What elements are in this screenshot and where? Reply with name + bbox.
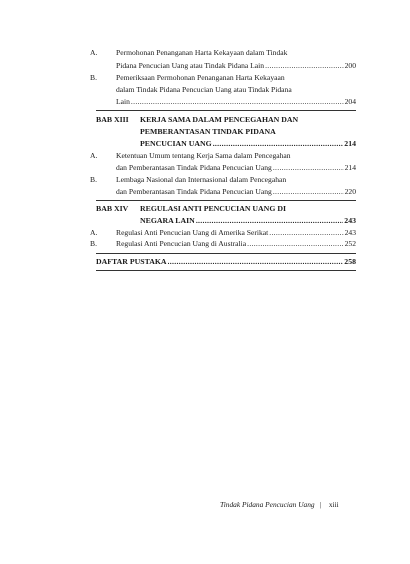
footer-book-title: Tindak Pidana Pencucian Uang: [220, 500, 315, 509]
page-number: 214: [344, 163, 356, 172]
footer-separator: |: [319, 500, 321, 509]
entry-title-line: dalam Tindak Pidana Pencucian Uang atau Tindak Pidana: [116, 85, 292, 94]
entry-title-line: dan Pemberantasan Tindak Pidana Pencucian Uang: [116, 163, 272, 172]
entry-letter: B.: [90, 175, 97, 184]
page-number: 258: [344, 257, 356, 266]
entry-title-line: Pemeriksaan Permohonan Penanganan Harta Kekayaan: [116, 73, 285, 82]
chapter-title-line: NEGARA LAIN: [140, 216, 195, 225]
section-divider: [96, 253, 356, 254]
section-divider: [96, 110, 356, 111]
dot-leader: [265, 61, 344, 71]
toc-entry-14b[interactable]: [116, 239, 356, 249]
page-number: 220: [344, 187, 356, 196]
entry-title-line: Ketentuan Umum tentang Kerja Sama dalam Pencegahan: [116, 151, 291, 160]
page-number: 204: [344, 97, 356, 106]
dot-leader: [131, 97, 344, 107]
toc-chapter-14[interactable]: [140, 216, 356, 226]
entry-title-line: Lain: [116, 97, 130, 106]
entry-title-line: dan Pemberantasan Tindak Pidana Pencucian Uang: [116, 187, 272, 196]
chapter-title-line: PEMBERANTASAN TINDAK PIDANA: [140, 127, 276, 136]
dot-leader: [213, 139, 344, 149]
toc-daftar-pustaka[interactable]: [96, 257, 356, 267]
toc-entry-13b[interactable]: [116, 187, 356, 197]
bibliography-label: DAFTAR PUSTAKA: [96, 257, 167, 266]
footer-page-number: xiii: [328, 500, 339, 509]
dot-leader: [273, 187, 344, 197]
entry-letter: B.: [90, 239, 97, 248]
dot-leader: [196, 216, 343, 226]
chapter-title-line: PENCUCIAN UANG: [140, 139, 212, 148]
entry-title-line: Lembaga Nasional dan Internasional dalam Pencegahan: [116, 175, 287, 184]
dot-leader: [168, 257, 344, 267]
page-footer: [220, 500, 339, 510]
page-number: 243: [344, 228, 356, 237]
toc-entry-14a[interactable]: [116, 228, 356, 238]
page-number: 252: [344, 239, 356, 248]
entry-letter: A.: [90, 228, 98, 237]
section-divider: [96, 200, 356, 201]
section-divider: [96, 270, 356, 271]
entry-letter: A.: [90, 48, 98, 57]
entry-letter: A.: [90, 151, 98, 160]
toc-entry-13a[interactable]: [116, 163, 356, 173]
toc-chapter-13[interactable]: [140, 139, 356, 149]
entry-title-line: Regulasi Anti Pencucian Uang di Australia: [116, 239, 247, 248]
dot-leader: [273, 163, 344, 173]
entry-title-line: Regulasi Anti Pencucian Uang di Amerika Serikat: [116, 228, 269, 237]
dot-leader: [269, 228, 343, 238]
page-number: 214: [344, 139, 356, 148]
page-number: 243: [344, 216, 356, 225]
entry-title-line: Permohonan Penanganan Harta Kekayaan dalam Tindak: [116, 48, 288, 57]
toc-entry-12a[interactable]: [116, 61, 356, 71]
entry-letter: B.: [90, 73, 97, 82]
entry-title-line: Pidana Pencucian Uang atau Tindak Pidana Lain: [116, 61, 265, 70]
page-number: 200: [344, 61, 356, 70]
dot-leader: [247, 239, 343, 249]
toc-entry-12b[interactable]: [116, 97, 356, 107]
chapter-label: BAB XIII: [96, 115, 129, 124]
chapter-title-line: REGULASI ANTI PENCUCIAN UANG DI: [140, 204, 286, 213]
chapter-label: BAB XIV: [96, 204, 129, 213]
chapter-title-line: KERJA SAMA DALAM PENCEGAHAN DAN: [140, 115, 299, 124]
